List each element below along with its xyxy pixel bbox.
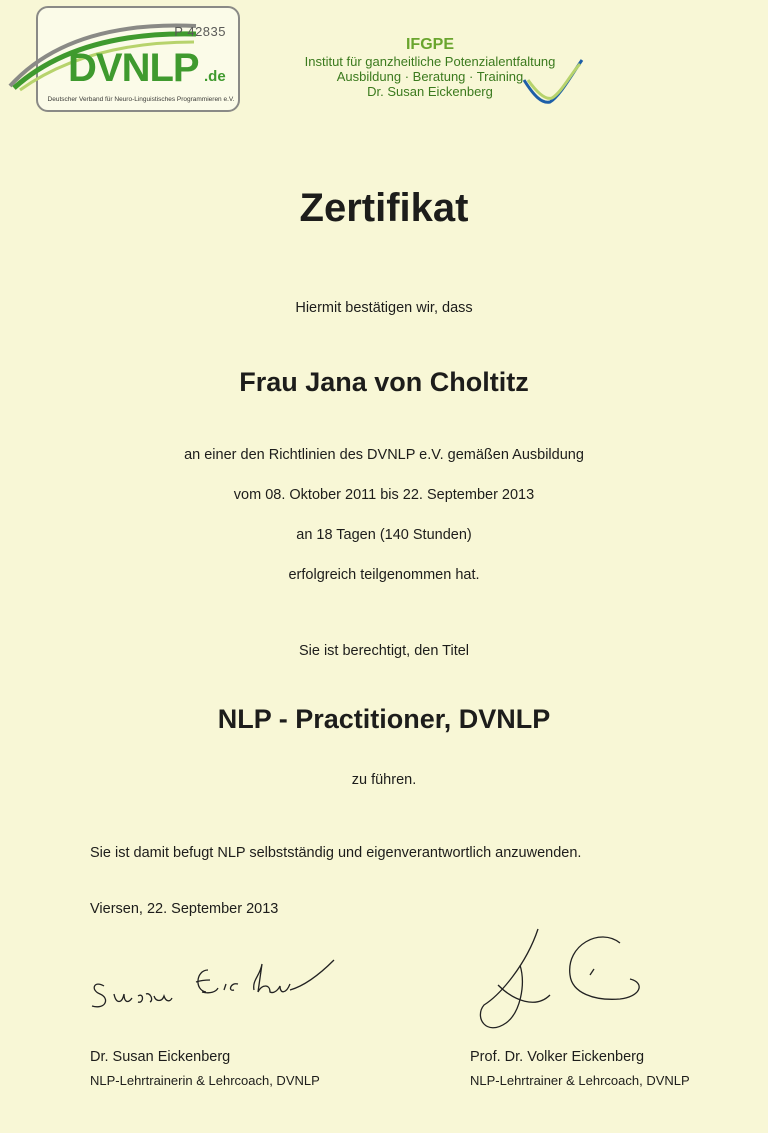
ifgpe-title: IFGPE (405, 36, 454, 53)
dvnlp-registration-number: P 42835 (174, 24, 226, 39)
signature-volker-eickenberg (470, 925, 660, 1040)
certificate-title: Zertifikat (299, 186, 469, 230)
signature-susan-eickenberg (84, 950, 344, 1020)
training-guidelines-text: an einer den Richtlinien des DVNLP e.V. gemäßen Ausbildung (184, 447, 584, 463)
completion-text: erfolgreich teilgenommen hat. (288, 567, 480, 583)
signer-role: NLP-Lehrtrainerin & Lehrcoach, DVNLP (90, 1073, 320, 1088)
signer-name: Prof. Dr. Volker Eickenberg (470, 1049, 645, 1065)
authority-statement: Sie ist damit befugt NLP selbstständig und eigenverantwortlich anzuwenden. (90, 845, 582, 861)
dvnlp-wordmark: DVNLP (68, 46, 199, 90)
place-date: Viersen, 22. September 2013 (90, 901, 279, 917)
ifgpe-institute-name: Institut für ganzheitliche Potenzialentfaltung (304, 54, 556, 69)
intro-text: Hiermit bestätigen wir, dass (295, 300, 473, 316)
recipient-name: Frau Jana von Choltitz (239, 367, 529, 397)
degree-title: NLP - Practitioner, DVNLP (217, 704, 551, 734)
entitled-text: Sie ist berechtigt, den Titel (298, 643, 470, 659)
ifgpe-checkmark-icon (520, 56, 584, 106)
training-period-text: vom 08. Oktober 2011 bis 22. September 2013 (233, 487, 535, 503)
signer-name: Dr. Susan Eickenberg (90, 1049, 231, 1065)
dvnlp-logo (36, 6, 240, 112)
signer-role: NLP-Lehrtrainer & Lehrcoach, DVNLP (470, 1073, 690, 1088)
to-carry-text: zu führen. (351, 772, 417, 788)
training-duration-text: an 18 Tagen (140 Stunden) (296, 527, 472, 543)
signer-susan-eickenberg (90, 1046, 320, 1092)
dvnlp-subtitle: Deutscher Verband für Neuro-Linguistisches Programmieren e.V. (47, 96, 235, 103)
ifgpe-director: Dr. Susan Eickenberg (367, 84, 493, 99)
dvnlp-domain: .de (204, 68, 226, 85)
signer-volker-eickenberg (470, 1046, 690, 1092)
ifgpe-services: Ausbildung · Beratung · Training (336, 69, 524, 84)
